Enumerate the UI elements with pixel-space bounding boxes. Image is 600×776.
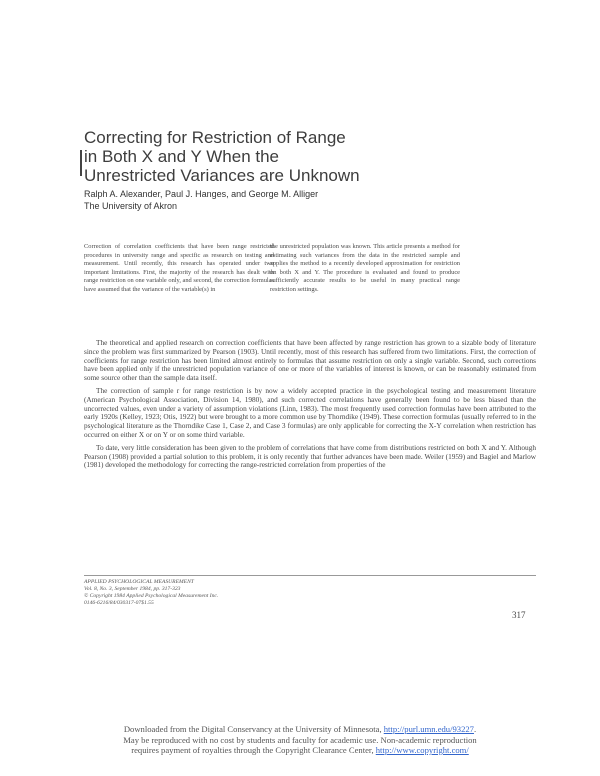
notice-text: requires payment of royalties through the Copyright Clearance Center,	[131, 745, 376, 755]
author-affiliation: The University of Akron	[84, 201, 178, 211]
author-block	[84, 188, 484, 212]
body-paragraph: The correction of sample r for range restriction is by now a widely accepted practice in the psychological testing and measurement literature (American Psychological Association, Division 14, 1980), and such corrected correlations have generally been found to be less biased than the uncorrected values, even under a variety of assumption violations (Linn, 1983). The most frequently used correction formulas have been attributed to the early 1920s (Kelley, 1923; Otis, 1922) but were brought to a more common use by Thorndike (1949). These correction formulas (usually referred to in the psychological literature as the Thorndike Case 1, Case 2, and Case 3 formulas) are only applicable for correcting the X-Y correlation when restriction has occurred on either X or on Y or on some third variable.	[84, 385, 536, 439]
body-text	[84, 339, 536, 474]
journal-info	[84, 579, 384, 607]
notice-line-1	[60, 724, 540, 735]
notice-line-2: May be reproduced with no cost by students and faculty for academic use. Non-academic reproduction	[123, 734, 477, 745]
journal-line: © Copyright 1984 Applied Psychological Measurement Inc.	[84, 593, 219, 599]
article-title	[84, 128, 424, 185]
journal-line: 0146-6216/84/030317-07$1.55	[84, 600, 154, 606]
notice-line-3	[60, 745, 540, 756]
title-line: Correcting for Restriction of Range	[84, 128, 346, 147]
title-line: in Both X and Y When the	[84, 147, 280, 166]
title-line: Unrestricted Variances are Unknown	[84, 166, 360, 185]
journal-line: APPLIED PSYCHOLOGICAL MEASUREMENT	[84, 579, 194, 585]
copyright-link[interactable]: http://www.copyright.com/	[375, 745, 469, 755]
author-names: Ralph A. Alexander, Paul J. Hanges, and George M. Alliger	[84, 189, 319, 199]
title-rule	[80, 150, 82, 176]
footer-rule	[84, 575, 536, 576]
body-paragraph: To date, very little consideration has been given to the problem of correlations that have come from distributions restricted on both X and Y. Although Pearson (1908) provided a partial solution to this problem, it is only recently that further advances have been made. Weiler (1959) and Bagiel and Marlow (1981) developed the methodology for correcting the range-restricted correlation from properties of the	[84, 442, 536, 470]
notice-text: Downloaded from the Digital Conservancy at the University of Minnesota,	[123, 724, 384, 734]
body-paragraph: The theoretical and applied research on correction coefficients that have been affected by range restriction has grown to a sizable body of literature since the problem was first summarized by Pearson (1903). Until recently, most of this research has suffered from two limitations. First, the correction of coefficients for range restriction has been limited almost entirely to formulas that assume restriction on only a single variable. Second, such corrections have been applied only if the unrestricted population variance of one or more of the variables of interest is known, or can be reasonably estimated from some source other than the sample data itself.	[84, 338, 536, 383]
conservancy-link[interactable]: http://purl.umn.edu/93227	[383, 724, 474, 734]
page-number: 317	[512, 610, 526, 620]
abstract-right-column: the unrestricted population was known. This article presents a method for estimating such variances from the data in the restricted sample and applies the method to a recently developed approximation for restriction on both X and Y. The procedure is evaluated and found to produce sufficiently accurate results to be useful in many practical range restriction settings.	[270, 243, 460, 293]
journal-line: Vol. 8, No. 3, September 1984, pp. 317-323	[84, 586, 181, 592]
notice-text: .	[473, 724, 477, 734]
download-notice	[60, 724, 540, 756]
abstract-left-column: Correction of correlation coefficients that have been range restricted procedures in university range and specific as research on testing and measurement. Until recently, this research has operated under two important limitations. First, the majority of the research has dealt with range restriction on one variable only, and second, the correction formulas have assumed that the variance of the variable(s) in	[84, 243, 274, 293]
